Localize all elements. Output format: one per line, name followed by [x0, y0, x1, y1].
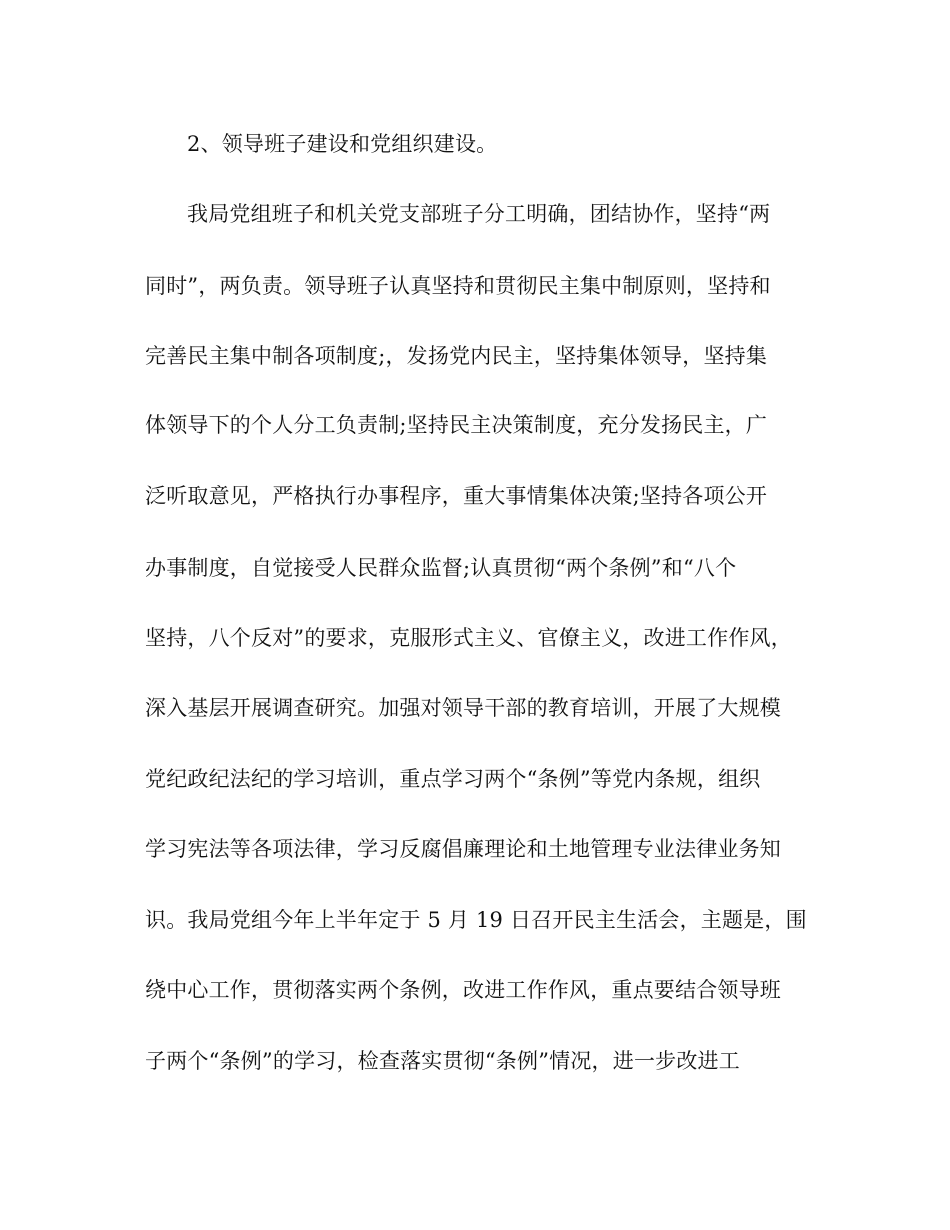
- paragraph-line: 深入基层开展调查研究。加强对领导干部的教育培训，开展了大规模: [145, 696, 781, 720]
- paragraph-line: 识。我局党组今年上半年定于 5 月 19 日召开民主生活会，主题是，围: [145, 908, 807, 932]
- paragraph-line: 党纪政纪法纪的学习培训，重点学习两个“条例”等党内条规，组织: [145, 767, 761, 791]
- paragraph-line: 学习宪法等各项法律，学习反腐倡廉理论和土地管理专业法律业务知: [145, 837, 781, 861]
- paragraph-line: 完善民主集中制各项制度;，发扬党内民主，坚持集体领导，坚持集: [145, 344, 768, 368]
- section-heading: 2、领导班子建设和党组织建设。: [187, 132, 498, 156]
- paragraph-line: 子两个“条例”的学习，检查落实贯彻“条例”情况，进一步改进工: [145, 1049, 740, 1073]
- paragraph-line: 同时”，两负责。领导班子认真坚持和贯彻民主集中制原则，坚持和: [145, 274, 771, 298]
- paragraph-line: 绕中心工作，贯彻落实两个条例，改进工作作风，重点要结合领导班: [145, 978, 781, 1002]
- paragraph-line: 泛听取意见，严格执行办事程序，重大事情集体决策;坚持各项公开: [145, 484, 768, 508]
- paragraph-line: 坚持，八个反对”的要求，克服形式主义、官僚主义，改进工作作风，: [145, 626, 792, 650]
- paragraph-line: 我局党组班子和机关党支部班子分工明确，团结协作，坚持“两: [187, 202, 771, 226]
- paragraph-line: 办事制度，自觉接受人民群众监督;认真贯彻“两个条例”和“八个: [145, 556, 737, 580]
- paragraph-line: 体领导下的个人分工负责制;坚持民主决策制度，充分发扬民主，广: [145, 413, 768, 437]
